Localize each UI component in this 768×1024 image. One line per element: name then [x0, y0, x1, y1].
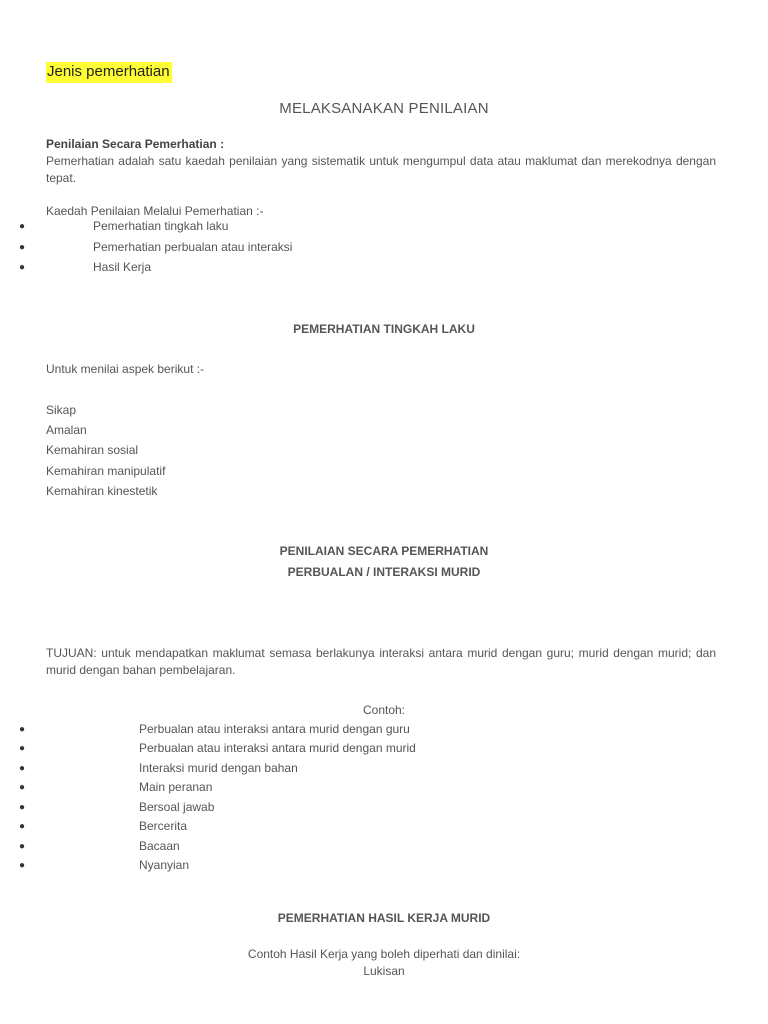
aspect-item: Kemahiran sosial — [46, 443, 139, 457]
list-item — [0, 856, 768, 875]
bullet-icon: ● — [19, 724, 26, 735]
main-title: MELAKSANAKAN PENILAIAN — [279, 100, 489, 117]
list-item — [0, 739, 768, 758]
aspect-item: Amalan — [46, 423, 87, 437]
work-examples-heading: Contoh Hasil Kerja yang boleh diperhati dan dinilai: — [247, 947, 521, 961]
list-item-text: Pemerhatian perbualan atau interaksi — [93, 240, 293, 254]
list-item — [0, 778, 768, 797]
bullet-icon: ● — [19, 802, 26, 813]
bullet-icon: ● — [19, 242, 26, 253]
list-item-text: Bersoal jawab — [139, 800, 215, 814]
behaviour-lead: Untuk menilai aspek berikut :- — [46, 362, 205, 376]
interaction-section-title-line1: PENILAIAN SECARA PEMERHATIAN — [279, 544, 489, 558]
list-item — [0, 837, 768, 856]
interaction-examples-heading: Contoh: — [362, 703, 406, 717]
list-item — [0, 817, 768, 836]
intro-label — [46, 136, 716, 153]
list-item-text: Hasil Kerja — [93, 260, 152, 274]
list-item-text: Nyanyian — [139, 858, 190, 872]
list-item — [0, 759, 768, 778]
bullet-icon: ● — [19, 221, 26, 232]
bullet-icon: ● — [19, 841, 26, 852]
list-item-text: Interaksi murid dengan bahan — [139, 761, 298, 775]
list-item — [0, 720, 768, 739]
bullet-icon: ● — [19, 743, 26, 754]
aspect-item: Kemahiran manipulatif — [46, 464, 166, 478]
list-item-text: Pemerhatian tingkah laku — [93, 219, 229, 233]
work-first-example: Lukisan — [363, 964, 405, 978]
aspect-item: Kemahiran kinestetik — [46, 484, 158, 498]
list-item-text: Bercerita — [139, 819, 188, 833]
behaviour-section-title: PEMERHATIAN TINGKAH LAKU — [293, 322, 475, 336]
list-item-text: Bacaan — [139, 839, 180, 853]
interaction-section-title-line2: PERBUALAN / INTERAKSI MURID — [287, 565, 481, 579]
intro-paragraph: Pemerhatian adalah satu kaedah penilaian yang sistematik untuk mengumpul data atau maklumat dan merekodnya dengan tepat. — [46, 154, 716, 185]
list-item — [0, 798, 768, 817]
list-item — [0, 258, 768, 277]
bullet-icon: ● — [19, 860, 26, 871]
list-item — [0, 238, 768, 257]
methods-heading: Kaedah Penilaian Melalui Pemerhatian :- — [46, 204, 264, 218]
highlighted-heading: Jenis pemerhatian — [46, 62, 172, 83]
bullet-icon: ● — [19, 262, 26, 273]
list-item-text: Main peranan — [139, 780, 213, 794]
list-item-text: Perbualan atau interaksi antara murid dengan guru — [139, 722, 410, 736]
aspect-item: Sikap — [46, 403, 77, 417]
bullet-icon: ● — [19, 782, 26, 793]
intro-label-text: Penilaian Secara Pemerhatian : — [46, 137, 225, 151]
bullet-icon: ● — [19, 763, 26, 774]
work-section-title: PEMERHATIAN HASIL KERJA MURID — [277, 911, 491, 925]
bullet-icon: ● — [19, 821, 26, 832]
list-item — [0, 217, 768, 236]
interaction-purpose: TUJUAN: untuk mendapatkan maklumat semasa berlakunya interaksi antara murid dengan guru; murid dengan murid; dan murid dengan bahan pembelajaran. — [46, 646, 716, 677]
list-item-text: Perbualan atau interaksi antara murid dengan murid — [139, 741, 416, 755]
